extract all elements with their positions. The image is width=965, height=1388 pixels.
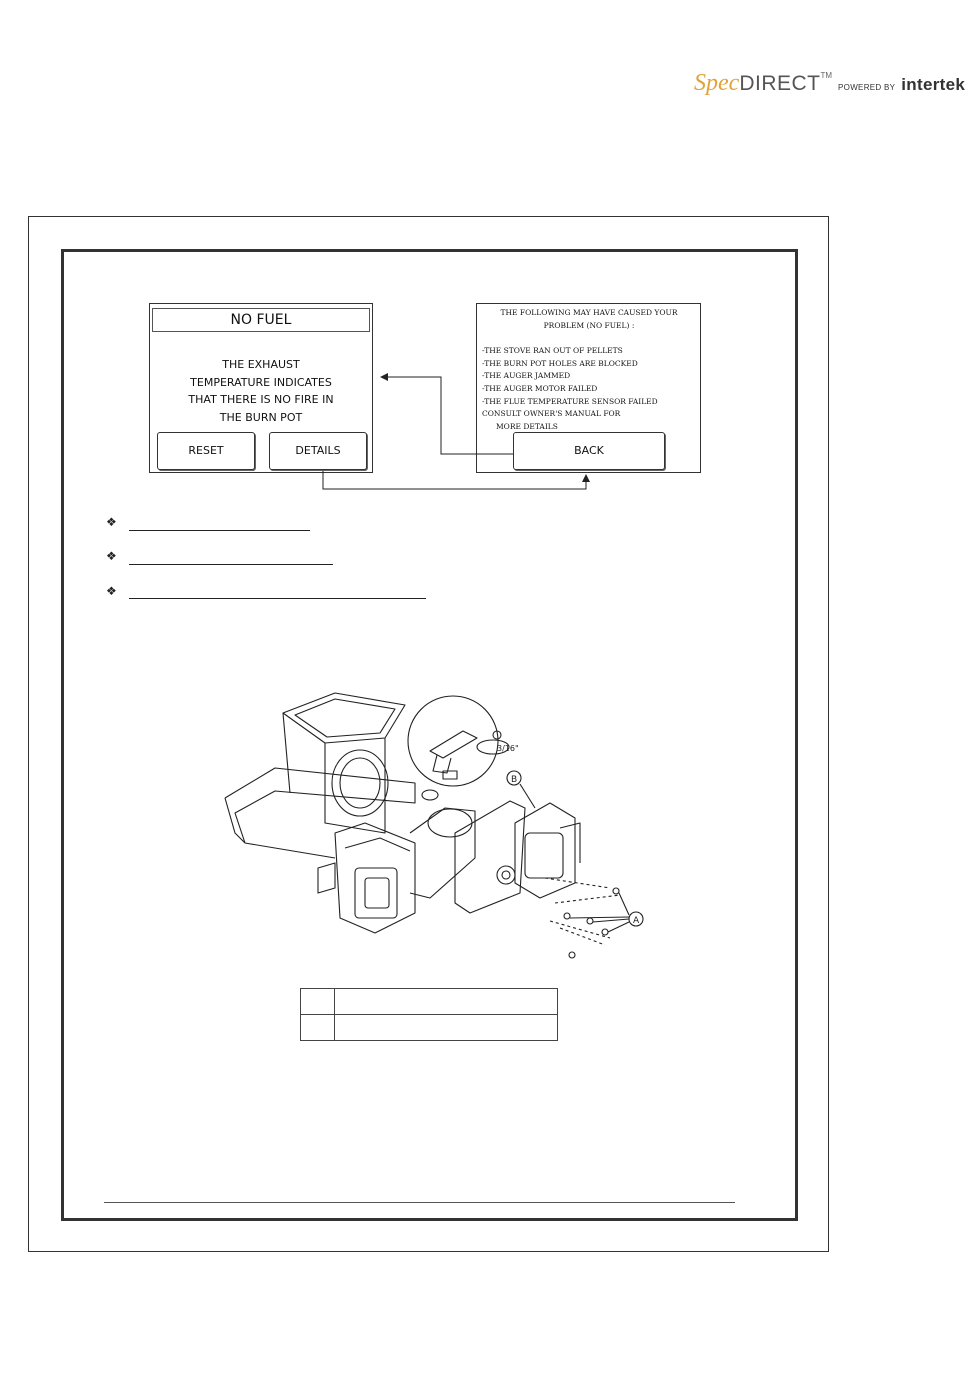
back-arrow [381, 377, 513, 454]
logo-direct-text: DIRECT [739, 72, 821, 95]
bullet-icon: ❖ [106, 549, 117, 563]
message-line: THE BURN POT [219, 410, 303, 424]
blank-line [129, 530, 310, 531]
logo-brand-text: intertek [901, 75, 965, 94]
message-line: THE EXHAUST [222, 358, 300, 371]
bullet-icon: ❖ [106, 584, 117, 598]
logo-spec-text: Spec [694, 70, 740, 96]
blank-line [129, 598, 426, 599]
screen-navigation-arrows [0, 0, 950, 520]
cause-item: -THE AUGER MOTOR FAILED [482, 383, 598, 393]
bullet-icon: ❖ [106, 515, 117, 529]
details-button[interactable]: DETAILS [269, 432, 367, 470]
reset-button[interactable]: RESET [157, 432, 255, 470]
causes-heading: THE FOLLOWING MAY HAVE CAUSED YOUR [500, 308, 678, 317]
legend-row [301, 989, 557, 1015]
cause-item: -THE FLUE TEMPERATURE SENSOR FAILED [482, 396, 658, 406]
consult-text: CONSULT OWNER'S MANUAL FOR [482, 409, 621, 419]
legend-key-cell [301, 989, 335, 1014]
blank-line [129, 564, 333, 565]
cause-item: -THE BURN POT HOLES ARE BLOCKED [482, 358, 638, 368]
footer-rule [104, 1202, 735, 1203]
logo-tm-text: TM [820, 71, 833, 80]
logo-powered-by-text: POWERED BY [838, 83, 896, 92]
message-line: THAT THERE IS NO FIRE IN [188, 393, 334, 406]
message-line: TEMPERATURE INDICATES [190, 375, 332, 389]
label-a: A [633, 916, 640, 926]
causes-heading: PROBLEM (NO FUEL) : [543, 320, 635, 330]
parts-legend-table [300, 988, 558, 1041]
callout-size-label: 3/16" [497, 744, 519, 753]
legend-key-cell [301, 1015, 335, 1041]
details-arrow [323, 471, 586, 489]
consult-text: MORE DETAILS [496, 421, 558, 431]
cause-item: -THE AUGER JAMMED [482, 371, 571, 381]
label-b: B [511, 775, 518, 785]
legend-row [301, 1015, 557, 1041]
auger-assembly-diagram [215, 683, 645, 973]
back-button[interactable]: BACK [513, 432, 665, 470]
screen-title: NO FUEL [152, 308, 370, 332]
cause-item: -THE STOVE RAN OUT OF PELLETS [482, 346, 623, 356]
